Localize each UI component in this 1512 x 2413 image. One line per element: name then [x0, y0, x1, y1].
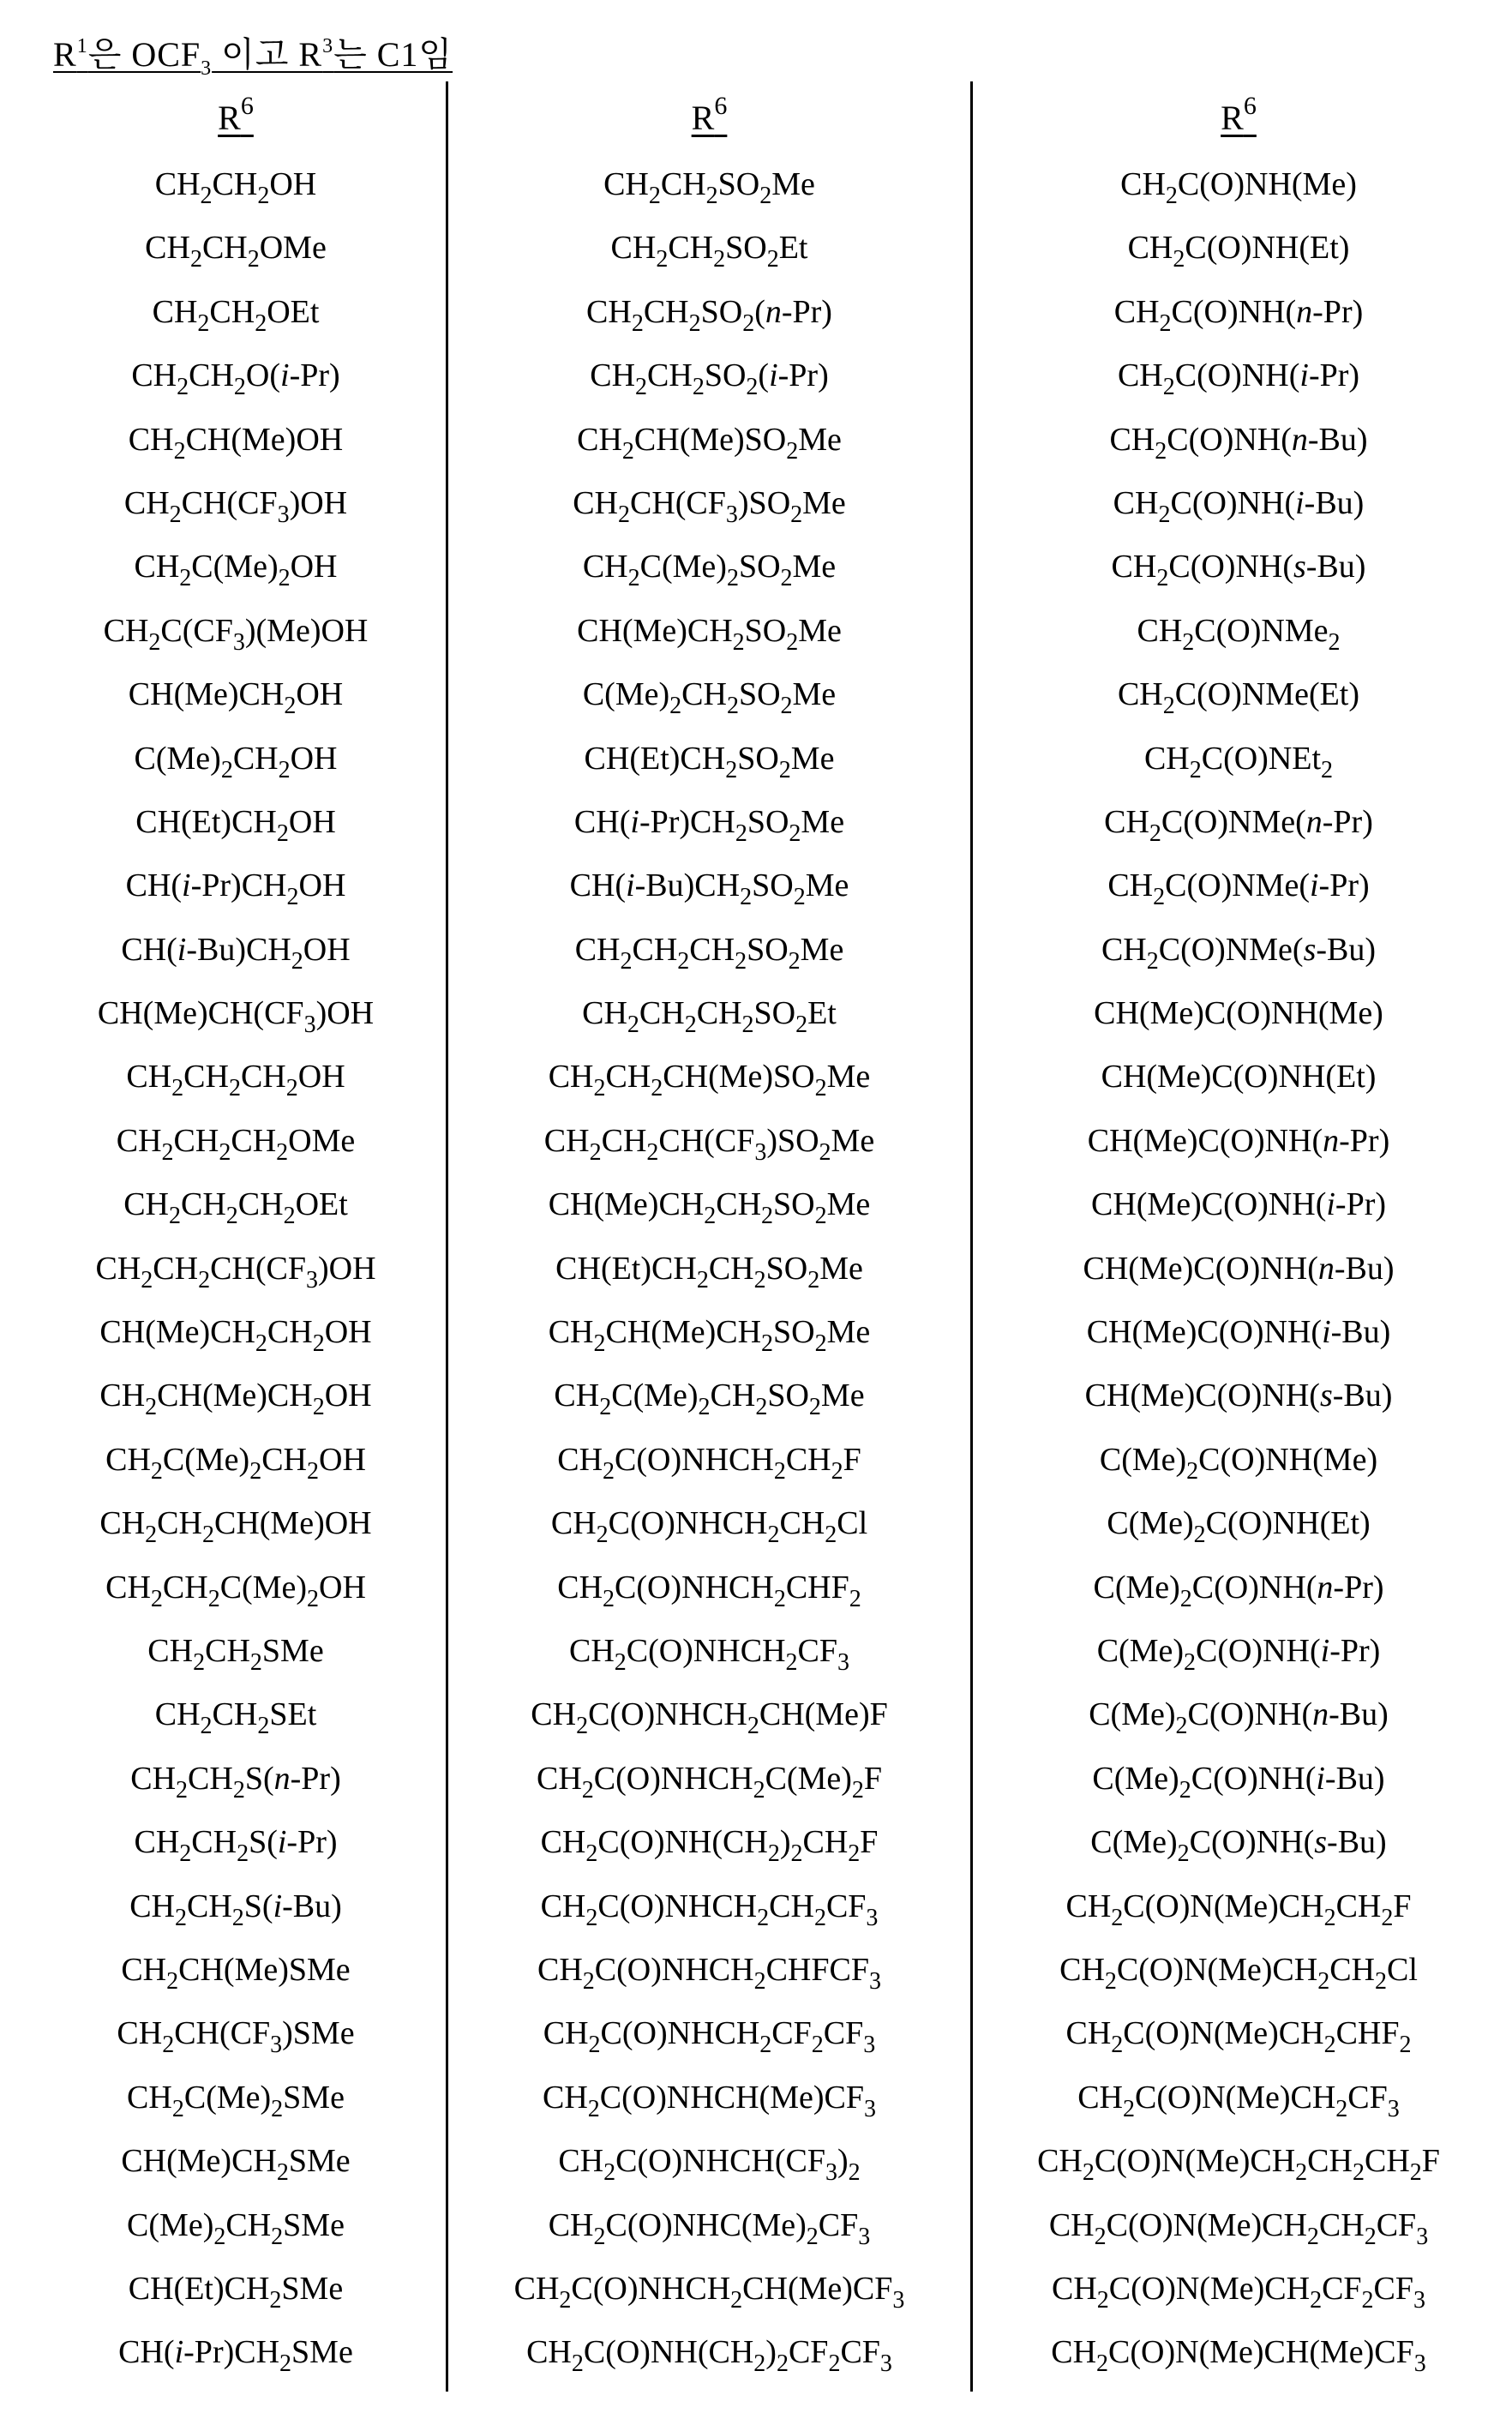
- r6-header: $R^6$: [691, 92, 728, 137]
- r6-substituent-cell: $CH_2CH(Me)CH_2SO_2Me$: [548, 1314, 871, 1358]
- column-rows: [448, 163, 970, 2395]
- r6-substituent-cell: CH(Me)C(O)NH(i-Bu): [1086, 1314, 1391, 1351]
- r6-substituent-cell: $CH_2C(O)NH(n-Bu)$: [1109, 421, 1368, 465]
- r6-substituent-cell: $C(Me)_2C(O)NH(n-Pr)$: [1093, 1569, 1384, 1612]
- column-header: [973, 93, 1504, 163]
- column-2: [448, 93, 970, 2395]
- r6-header: $R^6$: [218, 92, 254, 137]
- r6-substituent-cell: $CH_2C(Me)_2CH_2OH$: [105, 1441, 366, 1485]
- r6-substituent-cell: $CH_2C(Me)_2OH$: [134, 549, 338, 592]
- r6-substituent-cell: $CH(i-Pr)CH_2SO_2Me$: [573, 803, 845, 847]
- r6-substituent-cell: $CH_2CH_2CH_2OEt$: [123, 1186, 348, 1230]
- r6-substituent-cell: $CH(Me)CH_2SO_2Me$: [577, 612, 842, 656]
- r6-substituent-cell: $CH(i-Bu)CH_2OH$: [121, 931, 351, 975]
- r6-substituent-cell: $CH_2C(Me)_2CH_2SO_2Me$: [554, 1378, 865, 1421]
- column-3: [973, 93, 1504, 2395]
- r6-substituent-cell: $CH_2CH(Me)SMe$: [121, 1951, 351, 1995]
- r6-substituent-cell: $CH_2CH_2SMe$: [147, 1632, 324, 1676]
- r6-substituent-cell: $CH_2C(O)N(Me)CH_2CH_2F$: [1065, 1888, 1412, 1931]
- r6-substituent-cell: $CH_2CH_2S(i-Pr)$: [134, 1824, 338, 1868]
- r6-substituent-cell: $CH(Et)CH_2SMe$: [128, 2270, 344, 2314]
- r6-substituent-cell: $CH_2C(O)NHCH_2CH_2CF_3$: [540, 1888, 879, 1931]
- r6-substituent-cell: $CH(Me)CH_2SMe$: [121, 2143, 351, 2187]
- r6-substituent-cell: $CH_2C(O)NHCH_2CF_2CF_3$: [543, 2015, 876, 2059]
- r6-substituent-cell: $CH(Et)CH_2CH_2SO_2Me$: [555, 1250, 863, 1294]
- r6-substituent-cell: $CH_2C(O)N(Me)CH_2CF_2CF_3$: [1051, 2270, 1426, 2314]
- r6-substituent-cell: $CH_2CH_2CH_2SO_2Et$: [582, 995, 837, 1039]
- r6-substituent-cell: $C(Me)_2C(O)NH(i-Pr)$: [1096, 1632, 1381, 1676]
- r6-substituent-cell: $CH(Me)CH_2OH$: [128, 676, 344, 720]
- r6-substituent-cell: $CH_2CH(Me)OH$: [128, 421, 344, 465]
- r6-substituent-cell: $CH_2C(O)NHCH_2CH(Me)CF_3$: [513, 2270, 905, 2314]
- r6-substituent-cell: CH(Me)C(O)NH(Et): [1101, 1059, 1377, 1095]
- r6-substituent-cell: $CH_2CH_2SO_2Me$: [603, 166, 815, 209]
- r6-substituent-cell: $CH_2C(O)NH(s-Bu)$: [1111, 549, 1366, 592]
- r6-substituent-cell: $CH_2CH_2OH$: [154, 166, 317, 209]
- r6-header: $R^6$: [1221, 92, 1257, 137]
- r6-substituent-cell: $CH_2C(O)NEt_2$: [1143, 740, 1334, 783]
- r6-substituent-cell: $C(Me)_2CH_2SO_2Me$: [582, 676, 837, 720]
- r6-substituent-cell: $C(Me)_2C(O)NH(n-Bu)$: [1089, 1696, 1389, 1740]
- r6-substituent-cell: $CH_2C(O)N(Me)CH_2CF_3$: [1077, 2079, 1400, 2122]
- r6-substituent-cell: $CH_2C(O)N(Me)CH_2CH_2CH_2F$: [1037, 2143, 1440, 2187]
- r6-substituent-cell: $CH_2C(O)NH(i-Pr)$: [1117, 357, 1360, 401]
- r6-substituent-cell: $CH_2CH_2CH(Me)SO_2Me$: [548, 1059, 871, 1102]
- r6-substituent-cell: $CH_2C(O)NHCH_2CHF_2$: [557, 1569, 861, 1612]
- r6-substituent-cell: CH(Me)C(O)NH(Me): [1094, 995, 1383, 1032]
- r6-substituent-cell: $CH_2CH_2CH_2OH$: [126, 1059, 345, 1102]
- r6-substituent-cell: $CH_2C(O)N(Me)CH_2CH_2Cl$: [1059, 1951, 1418, 1995]
- r6-substituent-cell: $C(Me)_2C(O)NH(Et)$: [1107, 1505, 1371, 1549]
- r6-substituent-cell: $CH(i-Pr)CH_2OH$: [125, 867, 346, 911]
- r6-substituent-cell: CH(Me)C(O)NH(n-Bu): [1083, 1250, 1395, 1287]
- r6-substituent-cell: CH(Me)C(O)NH(i-Pr): [1090, 1186, 1387, 1223]
- r6-substituent-cell: $CH(i-Pr)CH_2SMe$: [118, 2334, 353, 2378]
- r6-substituent-cell: $CH_2C(O)NMe(n-Pr)$: [1104, 803, 1373, 847]
- column-1: [26, 93, 446, 2395]
- column-rows: [26, 163, 446, 2395]
- table-caption: [53, 26, 453, 89]
- r6-substituent-cell: $CH(Me)CH_2CH_2OH$: [99, 1314, 372, 1358]
- r6-substituent-cell: $CH_2CH_2OEt$: [152, 293, 320, 337]
- r6-substituent-cell: $CH_2C(O)NHCH_2C(Me)_2F$: [536, 1760, 883, 1804]
- r6-substituent-cell: $CH(Et)CH_2OH$: [135, 803, 336, 847]
- r6-substituent-cell: $CH_2C(O)NHCH_2CHFCF_3$: [537, 1951, 881, 1995]
- column-rows: [973, 163, 1504, 2395]
- r6-substituent-cell: $CH_2C(O)NHC(Me)_2CF_3$: [548, 2206, 871, 2250]
- r6-substituent-cell: CH(Me)C(O)NH(s-Bu): [1084, 1378, 1393, 1414]
- r6-substituent-cell: $CH_2C(O)NHCH_2CH_2Cl$: [550, 1505, 868, 1549]
- r6-substituent-cell: $CH_2CH_2CH(CF_3)OH$: [95, 1250, 376, 1294]
- r6-substituent-cell: $CH_2C(O)NH(Me)$: [1120, 166, 1357, 209]
- r6-substituent-cell: $CH(Et)CH_2SO_2Me$: [584, 740, 835, 783]
- r6-substituent-cell: $CH_2C(O)NHCH(Me)CF_3$: [542, 2079, 876, 2122]
- r6-substituent-cell: $CH_2C(O)N(Me)CH(Me)CF_3$: [1051, 2334, 1426, 2378]
- r6-substituent-cell: $CH_2C(O)NMe(i-Pr)$: [1107, 867, 1370, 911]
- r6-substituent-cell: $CH_2C(O)NH(Et)$: [1127, 230, 1350, 273]
- r6-substituent-cell: $CH_2CH_2SO_2(i-Pr)$: [590, 357, 829, 401]
- r6-substituent-cell: $CH_2CH(Me)CH_2OH$: [99, 1378, 372, 1421]
- r6-substituent-cell: $CH_2C(O)NH(i-Bu)$: [1113, 484, 1365, 528]
- r6-substituent-cell: $CH_2C(O)N(Me)CH_2CHF_2$: [1065, 2015, 1412, 2059]
- r6-substituent-cell: $CH_2C(O)NH(CH_2)_2CH_2F$: [540, 1824, 879, 1868]
- r6-substituent-cell: $CH_2C(Me)_2SO_2Me$: [582, 549, 837, 592]
- r6-substituent-cell: $CH_2C(O)NMe_2$: [1137, 612, 1341, 656]
- r6-substituent-cell: $CH_2C(O)NHCH_2CH(Me)F$: [531, 1696, 888, 1740]
- r6-substituent-cell: $CH_2CH_2SEt$: [154, 1696, 317, 1740]
- r6-substituent-cell: $CH_2C(O)NH(n-Pr)$: [1113, 293, 1364, 337]
- r6-substituent-cell: $C(Me)_2C(O)NH(i-Bu)$: [1092, 1760, 1385, 1804]
- column-header: [448, 93, 970, 163]
- r6-substituent-cell: $CH_2CH_2CH_2OMe$: [116, 1122, 356, 1166]
- caption-text: $R^1$은 $OCF_3$ 이고 $R^3$는 C1임: [53, 35, 453, 80]
- r6-substituent-cell: $CH_2C(O)NHCH_2CH_2F$: [557, 1441, 861, 1485]
- r6-substituent-cell: $CH_2CH_2SO_2(n-Pr)$: [586, 293, 832, 337]
- r6-substituent-cell: $CH_2C(Me)_2SMe$: [127, 2079, 345, 2122]
- r6-substituent-cell: $CH_2CH(Me)SO_2Me$: [577, 421, 842, 465]
- r6-substituent-cell: $CH_2C(O)NH(CH_2)_2CF_2CF_3$: [526, 2334, 892, 2378]
- r6-substituent-cell: $CH(Me)CH(CF_3)OH$: [97, 995, 375, 1039]
- r6-substituent-cell: $CH_2CH(CF_3)OH$: [123, 484, 348, 528]
- r6-substituent-cell: $CH_2CH_2CH(CF_3)SO_2Me$: [543, 1122, 875, 1166]
- r6-substituent-cell: $C(Me)_2CH_2SMe$: [127, 2206, 345, 2250]
- r6-substituent-cell: $CH_2C(O)NMe(s-Bu)$: [1101, 931, 1377, 975]
- r6-substituent-cell: $CH_2CH_2S(i-Bu)$: [129, 1888, 342, 1931]
- r6-substituent-cell: $CH_2CH(CF_3)SMe$: [117, 2015, 355, 2059]
- r6-substituent-cell: $CH_2C(O)NMe(Et)$: [1117, 676, 1360, 720]
- r6-substituent-cell: $CH_2CH_2S(n-Pr)$: [130, 1760, 341, 1804]
- r6-substituent-cell: $CH_2C(O)NHCH_2CF_3$: [568, 1632, 850, 1676]
- r6-substituent-cell: $CH_2CH_2SO_2Et$: [610, 230, 808, 273]
- r6-substituent-cell: CH(Me)C(O)NH(n-Pr): [1087, 1122, 1390, 1159]
- r6-substituent-cell: $CH_2CH_2OMe$: [145, 230, 327, 273]
- r6-substituent-cell: $CH(i-Bu)CH_2SO_2Me$: [569, 867, 849, 911]
- r6-substituent-cell: $CH_2CH_2CH_2SO_2Me$: [574, 931, 844, 975]
- r6-substituent-cell: $C(Me)_2C(O)NH(s-Bu)$: [1090, 1824, 1387, 1868]
- r6-substituent-cell: $CH(Me)CH_2CH_2SO_2Me$: [548, 1186, 871, 1230]
- r6-substituent-cell: $CH_2CH(CF_3)SO_2Me$: [573, 484, 846, 528]
- r6-substituent-cell: $CH_2CH_2O(i-Pr)$: [131, 357, 340, 401]
- r6-substituent-cell: $C(Me)_2C(O)NH(Me)$: [1099, 1441, 1378, 1485]
- r6-substituent-cell: $CH_2C(CF_3)(Me)OH$: [103, 612, 369, 656]
- r6-substituent-cell: $CH_2CH_2C(Me)_2OH$: [105, 1569, 366, 1612]
- r6-substituent-cell: $C(Me)_2CH_2OH$: [134, 740, 338, 783]
- r6-substituent-cell: $CH_2CH_2CH(Me)OH$: [99, 1505, 372, 1549]
- r6-substituent-cell: $CH_2C(O)N(Me)CH_2CH_2CF_3$: [1048, 2206, 1429, 2250]
- column-header: [26, 93, 446, 163]
- r6-substituent-cell: $CH_2C(O)NHCH(CF_3)_2$: [558, 2143, 861, 2187]
